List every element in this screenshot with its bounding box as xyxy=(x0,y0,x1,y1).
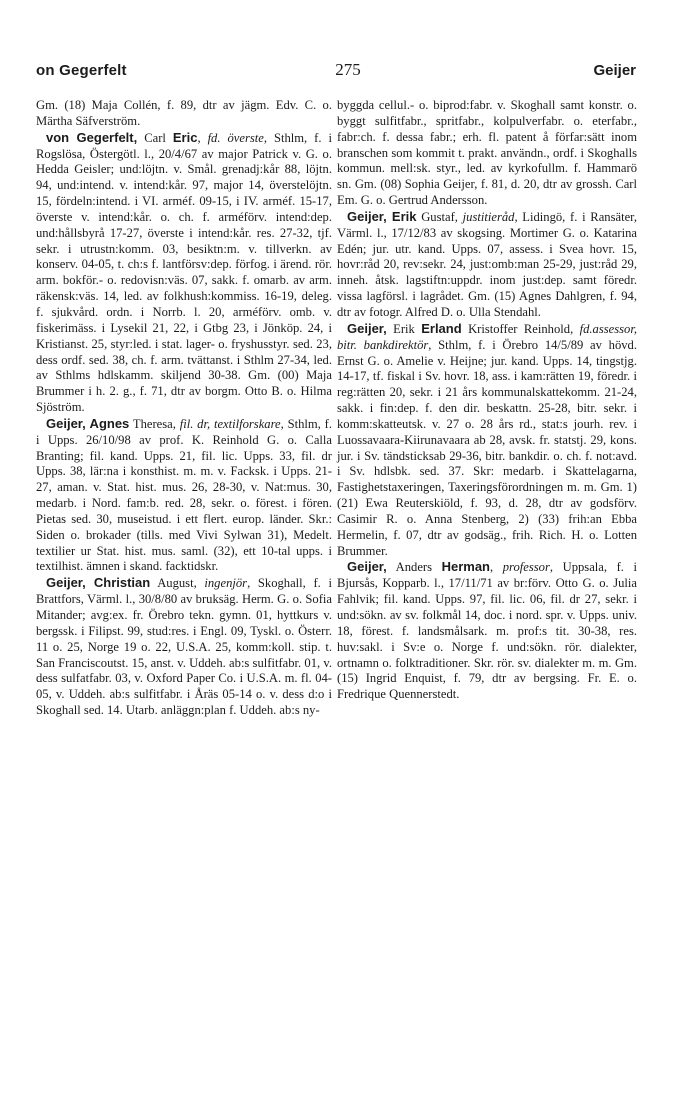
biography-entry xyxy=(337,321,637,560)
biography-entry xyxy=(337,98,637,209)
header-left-catchword: on Gegerfelt xyxy=(36,62,127,79)
entry-text: Theresa, xyxy=(129,416,180,431)
entry-text: Kristoffer Reinhold, xyxy=(461,321,580,336)
entry-text: , Sthlm, f. i Örebro 14/5/89 av hövd. Ernst G. o. Amelie v. Heijne; jur. kand. Upps. 14, tingstjg. 14-17, tf. fiskal i Sv. hovr. 18, ass. i kam:rätten 19, föredr. i reg:rätten 20, sekr. i 21 års kommunalskattekomm. 21-24, sakk. i fin:dep. f. den dir. beskattn. 25-28, bitr. sekr. i komm:skatteutsk. v. 27 o. 28 års rd., stat:s jourh. rev. i Luossavaara-Kiirunavaara ab 28, avsk. fr. statstj. 29, kons. jur. i Sv. tändsticksab 29-36, bitr. bankdir. o. ch. f. not:avd. i Sv. hdlsbk. sed. 37. Skr: medarb. i Skattelagarna, Fastighetstaxeringen, Taxeringsförordningen m. m. Gm. 1) (21) Ewa Reuterskiöld, f. 93, d. 28, dtr av godsförv. Casimir R. o. Anna Stenberg, 2) (33) frih:an Ebba Hermelin, f. 07, dtr av godsäg., frih. Rich. H. o. Lotten Brummer. xyxy=(337,337,637,558)
right-column xyxy=(337,98,637,703)
entry-headword: von Gegerfelt, xyxy=(46,129,138,145)
entry-title: ingenjör xyxy=(204,576,248,591)
entry-text: , xyxy=(490,560,503,575)
entry-headword: Geijer, Erik xyxy=(347,208,417,224)
entry-title: professor xyxy=(502,560,550,575)
running-header xyxy=(0,58,688,88)
entry-text: Anders xyxy=(386,560,442,575)
entry-text: Carl xyxy=(137,130,173,145)
entry-text: byggda cellul.- o. biprod:fabr. v. Skoghall samt konstr. o. byggt sulfitfabr., spritfabr., kolpulverfabr. o. eterfabr., fabr:ch. f. dessa fabr.; erh. fl. patent å förfar:sätt inom branschen som kommit t. prakt. användn., ordf. i Skoghalls kommun. mell:sk. styr., led. av kyrkofullm. f. Hammarö sn. Gm. (08) Sophia Geijer, f. 81, d. 20, dtr av grossh. Carl Em. G. o. Gertrud Andersson. xyxy=(337,98,637,208)
biography-entry xyxy=(36,98,332,130)
entry-text: , Sthlm, f. i Rogslösa, Östergötl. l., 20/4/67 av major Patrick v. G. o. Hedda Geisler; und:löjtn. v. Smål. grenadj:kår 88, löjtn. 94, und:intend. v. intend:kår. 97, major 14, överstelöjtn. 15, fördeln:intend. i VI. arméf. 09-15, i IV. arméf. 15-17, överste v. intend:kår. o. ch. f. arméförv. intend:dep. und:hållsbyrå 17-27, överste i intend:kår. res. 27-32, tjf. sekr. i utrustn:komm. 03, besiktn:m. v. tillverkn. av konserv. 04-05, t. ch:s f. lantförsv:dep. förfog. i ärend. rör. arm. bokför.- o. redovisn:väs. 07, sakk. f. omarb. av arm. räkensk:väs. 14, led. av folkhush:kommiss. 16-19, deleg. f. sjukvård. ordn. i Norrb. l. 20, arméförv. omb. v. fiskerimäss. i Lysekil 21, 22, i Gtbg 23, i Jönköp. 24, i Kristianst. 25, styr:led. i stat. lager- o. fryshusstyr. sed. 23, dess ordf. sed. 38, ch. f. arm. tvättanst. i Sthlm 27-34, led. av Sthlms hdlskamm. skiljend 30-38. Gm. (00) Maja Brummer i h. 2. g., f. 71, dtr av borgm. Otto B. o. Hilma Sjöström. xyxy=(36,130,332,415)
entry-headword: Geijer, Christian xyxy=(46,575,151,591)
entry-text: August, xyxy=(150,576,205,591)
entry-title: fil. dr, textilforskare xyxy=(179,416,281,431)
header-right-catchword: Geijer xyxy=(593,62,636,79)
entry-text: , Sthlm, f. i Upps. 26/10/98 av prof. K. Reinhold G. o. Calla Branting; fil. kand. Upps. 21, fil. lic. Upps. 33, fil. dr Upps. 38, lär:na i konsthist. m. m. v. Facksk. i Upps. 21-27, aman. v. Stat. hist. mus. 26, 28-30, v. Nat:mus. 30, medarb. i Nord. fam:b. red. 28, sekr. o. förest. i fören. Pietas sed. 30, museistud. i ett flert. europ. länder. Skr.: Siden o. brokader (tills. med Vivi Sylwan 31), Medelt. textilier ur Stat. hist. mus. saml. (32), ett 10-tal upps. i textilhist. ämnen i skand. facktidskr. xyxy=(36,416,332,574)
biography-entry xyxy=(337,209,637,321)
entry-title: fd.assessor, bitr. bankdirektör xyxy=(337,321,637,352)
entry-text: Gustaf, xyxy=(416,209,463,224)
entry-text: Gm. (18) Maja Collén, f. 89, dtr av jägm. Edv. C. o. Märtha Säfverström. xyxy=(36,98,332,128)
biography-entry xyxy=(36,416,332,575)
page-number: 275 xyxy=(335,60,361,79)
entry-headword: Erland xyxy=(421,320,462,336)
entry-headword: Geijer, xyxy=(347,320,387,336)
entry-text: Erik xyxy=(386,321,422,336)
entry-text: , Lidingö, f. i Ransäter, Värml. l., 17/12/83 av skogsing. Mortimer G. o. Katarina Edén; jur. utr. kand. Upps. 07, assess. i Svea hovr. 15, hovr:råd 20, rev:sekr. 24, just:omb:man 25-29, just:råd 29, inneh. åtsk. lagstiftn:uppdr. inom just:dep. samt föredr. vissa lagförsl. i lagrådet. Gm. (15) Agnes Dahlgren, f. 94, dtr av fotogr. Alfred D. o. Ulla Stendahl. xyxy=(337,209,637,319)
entry-headword: Herman xyxy=(441,559,491,575)
biography-entry xyxy=(36,130,332,416)
entry-text: , xyxy=(197,130,208,145)
entry-headword: Eric xyxy=(172,129,198,145)
left-column xyxy=(36,98,332,719)
entry-text: , Uppsala, f. i Bjursås, Kopparb. l., 17/11/71 av br:förv. Otto G. o. Julia Fahlvik; fil. kand. Upps. 97, fil. lic. 06, fil. dr 27, sekr. i und:sökn. av sv. folkmål 14, doc. i nord. spr. v. Upps. univ. 18, förest. f. landsmålsark. m. prof:s tit. 30-38, res. huv:sakl. i Sv:e o. Norge f. und:sökn. rör. dialekter, ortnamn o. folktraditioner. Skr. rör. sv. dialekter m. m. Gm. (15) Ingrid Enquist, f. 79, dtr av bergsing. Fr. E. o. Fredrique Quennerstedt. xyxy=(337,560,638,702)
entry-title: justitieråd xyxy=(462,209,515,224)
biography-entry xyxy=(36,575,332,719)
entry-title: fd. överste xyxy=(207,130,264,145)
entry-headword: Geijer, Agnes xyxy=(46,415,130,431)
entry-headword: Geijer, xyxy=(347,559,387,575)
entry-text: , Skoghall, f. i Brattfors, Värml. l., 30/8/80 av bruksäg. Herm. G. o. Sofia Mitander; avg:ex. fr. Örebro tekn. gymn. 01, hyttkurs v. bergssk. i Filipst. 99, stud:res. i Engl. 09, Tyskl. o. Österr. 11 o. 25, Norge 19 o. 22, U.S.A. 25, komm:koll. stip. t. San Franciscoutst. 15, anst. v. Uddeh. ab:s sulfitfabr. 01, v. dess sulfatfabr. 03, v. Oxford Paper Co. i U.S.A. m. fl. 04-05, v. Uddeh. ab:s sulfitfabr. i Åräs 05-14 o. v. dess d:o i Skoghall sed. 14. Utarb. anläggn:plan f. Uddeh. ab:s ny- xyxy=(36,576,332,718)
biography-entry xyxy=(337,559,637,703)
